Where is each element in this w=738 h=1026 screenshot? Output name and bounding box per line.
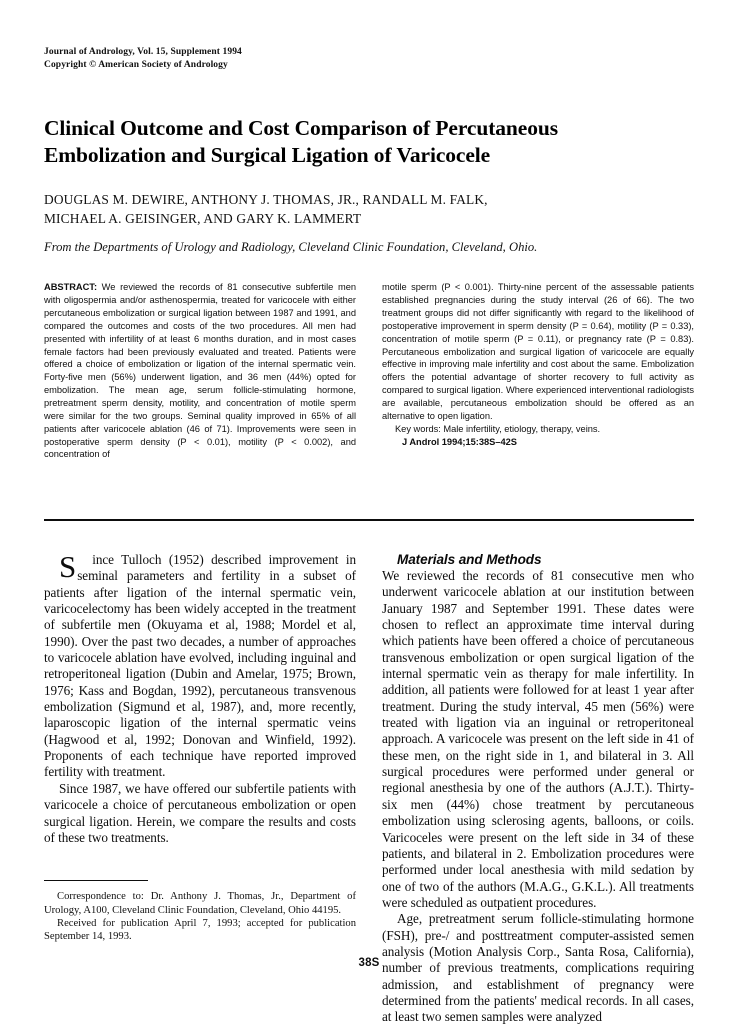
- intro-paragraph-1: [44, 549, 356, 781]
- footnote-received: Received for publication April 7, 1993; accepted for publication September 14, 1993.: [44, 917, 356, 942]
- methods-paragraph-2: Age, pretreatment serum follicle-stimulating hormone (FSH), pre-/ and posttreatment computer-assisted semen analysis (Motion Analysis Corp., Santa Rosa, California), number of previous treatments, complications requiring admission, and establishment of pregnancy were determined from the patients' medical records. In all cases, at least two semen samples were analyzed: [382, 911, 694, 1025]
- article-title-line-1: Clinical Outcome and Cost Comparison of Percutaneous: [44, 116, 558, 141]
- header-body-divider: [44, 519, 694, 521]
- abstract-text-left: We reviewed the records of 81 consecutive subfertile men with oligospermia and/or asthenospermia, treated for varicocele with either percutaneous embolization or surgical ligation between 1987 and 1991, and compared the outcomes and costs of the two procedures. All men had presented with infertility of at least 6 months duration, and in most cases female factors had been previously evaluated and treated. Patients were offered a choice of embolization or ligation of the internal spermatic vein. Forty-five men (56%) underwent ligation, and 36 men (44%) opted for embolization. The mean age, serum follicle-stimulating hormone, pretreatment sperm density, motility, and concentration of motile sperm were similar for the two groups. Seminal quality improved in 65% of all patients after varicocele ablation (46 of 71). Improvements were seen in postoperative sperm density (P < 0.01), motility (P < 0.002), and concentration of: [44, 282, 356, 460]
- page-number: 38S: [358, 957, 380, 969]
- intro-paragraph-2: Since 1987, we have offered our subfertile patients with varicocele a choice of percutaneous embolization or open surgical ligation. Herein, we compare the results and costs of these two treatments.: [44, 780, 356, 845]
- author-line-1: DOUGLAS M. DEWIRE, ANTHONY J. THOMAS, JR., RANDALL M. FALK,: [44, 192, 488, 208]
- author-list: [44, 191, 694, 228]
- footnote-text: [44, 890, 356, 943]
- body-column-left: [44, 549, 356, 1026]
- author-affiliation: From the Departments of Urology and Radiology, Cleveland Clinic Foundation, Cleveland, Ohio.: [44, 240, 538, 255]
- abstract-section: [44, 281, 694, 461]
- abstract-text-right: motile sperm (P < 0.001). Thirty-nine percent of the assessable patients established pregnancies during the study interval (26 of 66). The two treatment groups did not differ significantly with regard to the likelihood of postoperative improvement in sperm density (P = 0.64), motility (P = 0.33), concentration of motile sperm (P = 0.11), or pregnancy rate (P = 0.83). Percutaneous embolization and surgical ligation of varicocele are equally effective in improving male infertility and cost about the same. Embolization offers the potential advantage of shorter recovery to full activity as compared to surgical ligation. Where experienced interventional radiologists are available, percutaneous embolization should be offered as an alternative to open ligation.: [382, 282, 694, 421]
- article-title-line-2: Embolization and Surgical Ligation of Varicocele: [44, 142, 491, 167]
- abstract-keywords: Key words: Male infertility, etiology, therapy, veins.: [395, 423, 601, 434]
- section-heading-materials-and-methods: Materials and Methods: [397, 552, 542, 567]
- journal-copyright-line: Copyright © American Society of Andrology: [44, 60, 228, 71]
- drop-cap: S: [59, 549, 77, 584]
- article-title: [44, 115, 694, 168]
- journal-citation-line: Journal of Andrology, Vol. 15, Supplement 1994: [44, 47, 242, 57]
- intro-paragraph-1-text: ince Tulloch (1952) described improvement in seminal parameters and fertility in a subset of patients after ligation of the internal spermatic vein, varicocelectomy has been widely accepted in the treatment of subfertile men (Okuyama et al, 1988; Mordel et al, 1990). Over the past two decades, a number of approaches to varicocele ablation have evolved, including inguinal and retroperitoneal ligation (Dubin and Amelar, 1975; Brown, 1976; Kass and Bogdan, 1992), percutaneous transvenous embolization (Sigmund et al, 1987), and, more recently, laparoscopic ligation of the internal spermatic veins (Hagwood et al, 1992; Donovan and Winfield, 1992). Proponents of each technique have reported improved fertility with treatment.: [44, 552, 356, 780]
- abstract-column-left: [44, 281, 356, 461]
- footnote-block: [44, 880, 356, 943]
- methods-paragraph-1: We reviewed the records of 81 consecutive men who underwent varicocele ablation at our institution between January 1987 and September 1991. These dates were chosen to reflect an approximate time interval during which patients have been offered a choice of percutaneous transvenous embolization or open surgical ligation of the internal spermatic vein as therapy for male infertility. In addition, all patients were followed for at least 1 year after treatment. During the study interval, 45 men (56%) were treated with ligation via an inguinal or retroperitoneal approach. A varicocele was present on the left side in 41 of these men, on the right side in 1, and bilateral in 3. All surgical procedures were performed under general or regional anesthesia by one of the authors (A.J.T.). Thirty-six men (44%) chose treatment by percutaneous embolization using sclerosing agents, balloons, or coils. Varicoceles were present on the left side in 34 of these patients, and bilateral in 2. Embolization procedures were performed under local anesthesia with mild sedation by one of two of the authors (M.A.G., G.K.L.). All treatments were scheduled as outpatient procedures.: [382, 568, 694, 910]
- author-line-2: MICHAEL A. GEISINGER, AND GARY K. LAMMERT: [44, 210, 362, 226]
- abstract-paragraph-left: [44, 281, 356, 461]
- body-column-right: [382, 552, 694, 1026]
- abstract-label: ABSTRACT:: [44, 282, 98, 293]
- body-columns: [44, 549, 694, 1026]
- footnote-divider: [44, 880, 148, 881]
- footnote-correspondence: Correspondence to: Dr. Anthony J. Thomas, Jr., Department of Urology, A100, Cleveland Clinic Foundation, Cleveland, Ohio 44195.: [44, 891, 356, 916]
- abstract-citation: J Androl 1994;15:38S–42S: [402, 436, 517, 447]
- journal-running-head: [44, 46, 694, 72]
- abstract-column-right: [382, 281, 694, 461]
